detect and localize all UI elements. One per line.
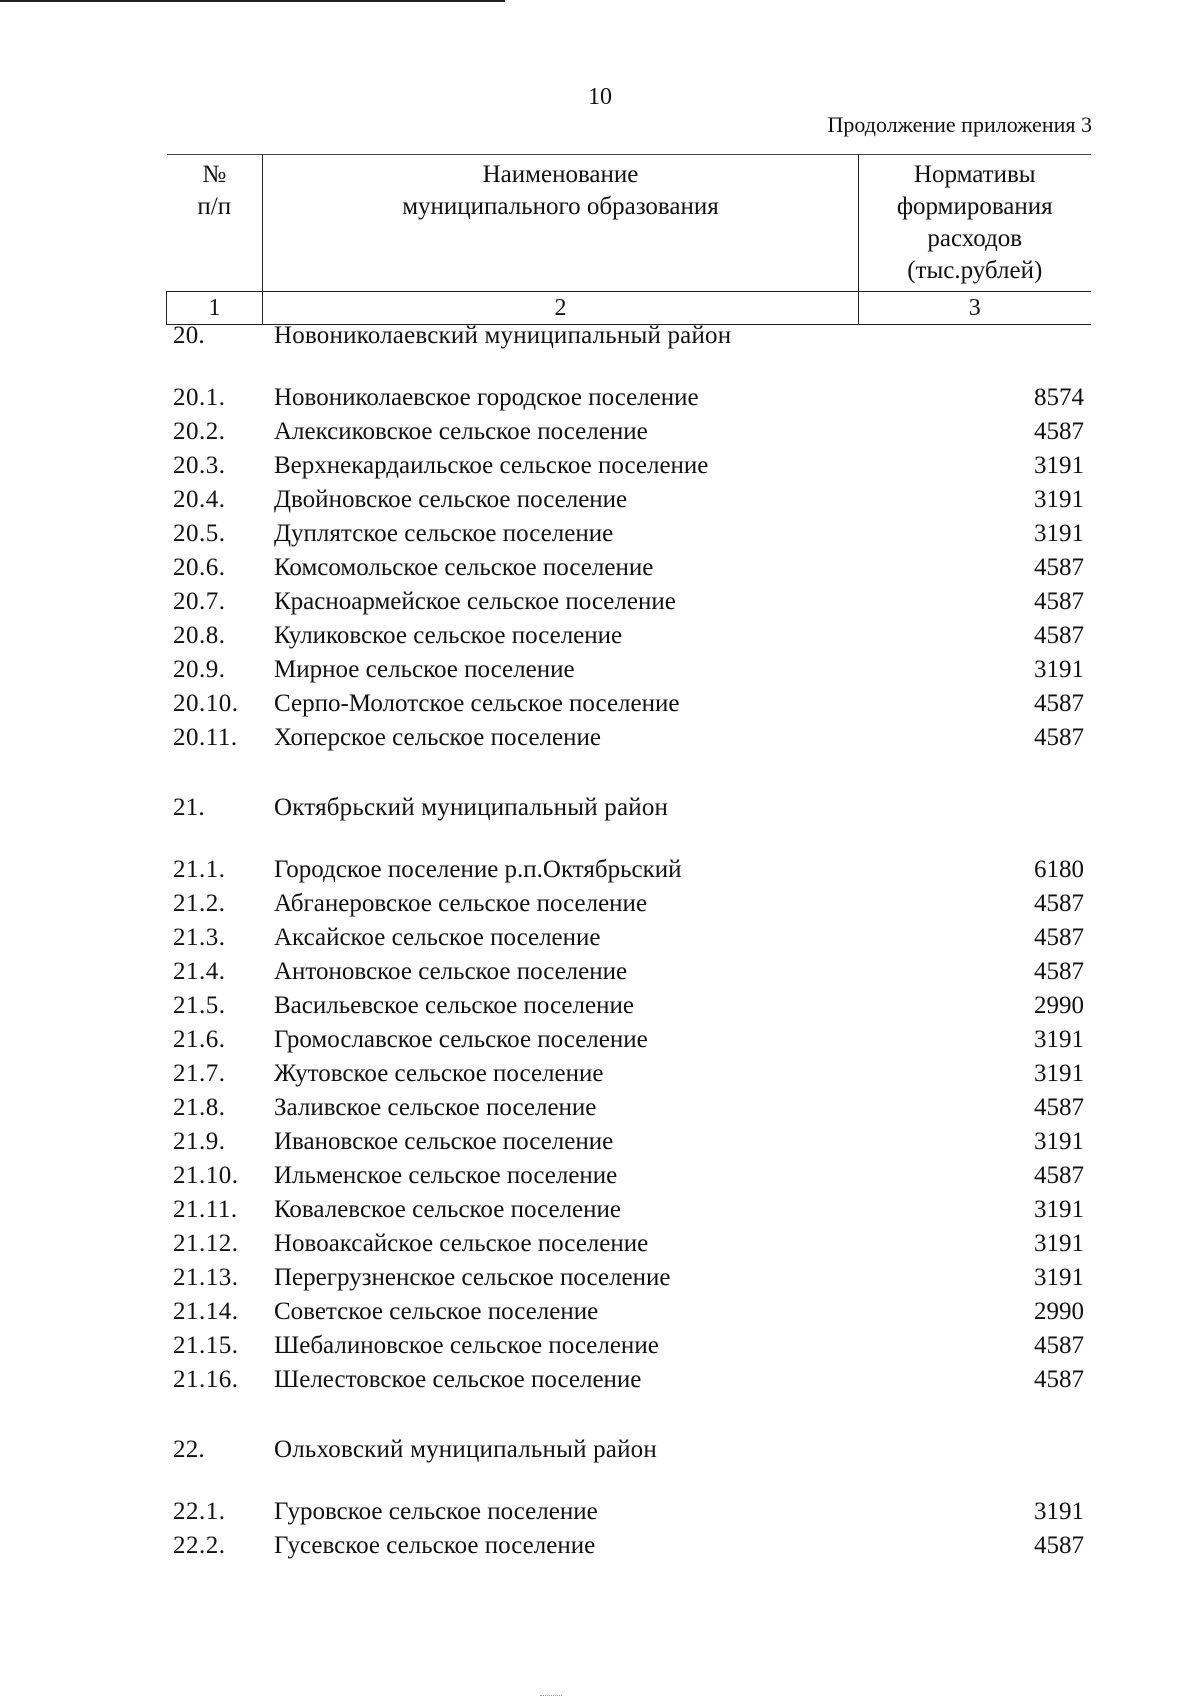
settlement-name: Хоперское сельское поселение	[274, 724, 602, 751]
norm-value: 4587	[1034, 958, 1084, 985]
row-number: 21.10.	[173, 1162, 239, 1189]
row-number: 21.16.	[173, 1366, 239, 1393]
settlement-name: Советское сельское поселение	[274, 1298, 599, 1325]
header-number: № п/п	[167, 155, 263, 292]
table-row	[0, 1091, 1200, 1125]
norm-value: 4587	[1034, 622, 1084, 649]
table-row	[0, 381, 1200, 415]
row-number: 20.7.	[173, 588, 226, 615]
settlement-name: Красноармейское сельское поселение	[274, 588, 676, 615]
table-row	[0, 483, 1200, 517]
settlement-name: Двойновское сельское поселение	[274, 486, 628, 513]
settlement-name: Серпо-Молотское сельское поселение	[274, 690, 680, 717]
row-number: 21.	[173, 794, 205, 821]
settlement-name: Шебалиновское сельское поселение	[274, 1332, 659, 1359]
settlement-name: Верхнекардаильское сельское поселение	[274, 452, 709, 479]
row-number: 20.1.	[173, 384, 226, 411]
table-row	[0, 1329, 1200, 1363]
table-row	[0, 1227, 1200, 1261]
settlement-name: Алексиковское сельское поселение	[274, 418, 648, 445]
norm-value: 4587	[1034, 588, 1084, 615]
row-number: 21.8.	[173, 1094, 226, 1121]
norm-value: 6180	[1034, 856, 1084, 883]
norm-value: 3191	[1034, 1264, 1084, 1291]
row-number: 21.11.	[173, 1196, 238, 1223]
settlement-name: Новониколаевское городское поселение	[274, 384, 699, 411]
section-row	[0, 1433, 1200, 1467]
row-number: 20.9.	[173, 656, 226, 683]
section-row	[0, 319, 1200, 353]
table-row	[0, 1529, 1200, 1563]
table-row	[0, 687, 1200, 721]
settlement-name: Гусевское сельское поселение	[274, 1532, 596, 1559]
settlement-name: Комсомольское сельское поселение	[274, 554, 654, 581]
table-row	[0, 1261, 1200, 1295]
norm-value: 4587	[1034, 890, 1084, 917]
table-row	[0, 585, 1200, 619]
norm-value: 3191	[1034, 1196, 1084, 1223]
table-row	[0, 1295, 1200, 1329]
row-number: 21.9.	[173, 1128, 226, 1155]
settlement-name: Перегрузненское сельское поселение	[274, 1264, 671, 1291]
settlement-name: Мирное сельское поселение	[274, 656, 575, 683]
row-number: 21.7.	[173, 1060, 226, 1087]
appendix-continuation-note: Продолжение приложения 3	[827, 112, 1092, 137]
column-number-2: 2	[263, 292, 859, 325]
norm-value: 2990	[1034, 1298, 1084, 1325]
settlement-name: Ильменское сельское поселение	[274, 1162, 618, 1189]
settlement-name: Гуровское сельское поселение	[274, 1498, 598, 1525]
row-number: 20.11.	[173, 724, 238, 751]
row-number: 22.	[173, 1436, 205, 1463]
settlement-name: Дуплятское сельское поселение	[274, 520, 614, 547]
column-number-3: 3	[859, 292, 1091, 325]
row-number: 20.5.	[173, 520, 226, 547]
table-row	[0, 989, 1200, 1023]
settlement-name: Новоаксайское сельское поселение	[274, 1230, 649, 1257]
district-name: Новониколаевский муниципальный район	[274, 322, 732, 349]
header-row	[167, 155, 1091, 292]
settlement-name: Антоновское сельское поселение	[274, 958, 628, 985]
norm-value: 2990	[1034, 992, 1084, 1019]
table-row	[0, 1495, 1200, 1529]
settlement-name: Громославское сельское поселение	[274, 1026, 648, 1053]
table-row	[0, 721, 1200, 755]
norm-value: 3191	[1034, 1026, 1084, 1053]
norm-value: 4587	[1034, 924, 1084, 951]
row-number: 22.2.	[173, 1532, 226, 1559]
table-row	[0, 887, 1200, 921]
norm-value: 4587	[1034, 554, 1084, 581]
footer-mark	[540, 1695, 562, 1700]
row-number: 21.1.	[173, 856, 226, 883]
header-name: Наименование муниципального образования	[263, 155, 859, 292]
row-number: 21.4.	[173, 958, 226, 985]
row-number: 20.10.	[173, 690, 239, 717]
settlement-name: Ковалевское сельское поселение	[274, 1196, 621, 1223]
table-row	[0, 517, 1200, 551]
table-row	[0, 921, 1200, 955]
norm-value: 3191	[1034, 1230, 1084, 1257]
settlement-name: Ивановское сельское поселение	[274, 1128, 614, 1155]
table-row	[0, 551, 1200, 585]
row-number: 21.12.	[173, 1230, 239, 1257]
row-number: 20.	[173, 322, 205, 349]
table-row	[0, 619, 1200, 653]
row-number: 21.2.	[173, 890, 226, 917]
norm-value: 4587	[1034, 1366, 1084, 1393]
norm-value: 4587	[1034, 724, 1084, 751]
settlement-name: Шелестовское сельское поселение	[274, 1366, 642, 1393]
scan-edge-line	[0, 0, 505, 2]
norm-value: 4587	[1034, 418, 1084, 445]
table-row	[0, 1159, 1200, 1193]
row-number: 21.15.	[173, 1332, 239, 1359]
table-row	[0, 1363, 1200, 1397]
settlement-name: Жутовское сельское поселение	[274, 1060, 604, 1087]
norm-value: 4587	[1034, 1094, 1084, 1121]
row-number: 21.14.	[173, 1298, 239, 1325]
row-number: 22.1.	[173, 1498, 226, 1525]
table-row	[0, 1057, 1200, 1091]
row-number: 20.4.	[173, 486, 226, 513]
norm-value: 4587	[1034, 1162, 1084, 1189]
table-row	[0, 415, 1200, 449]
norm-value: 4587	[1034, 1532, 1084, 1559]
settlement-name: Васильевское сельское поселение	[274, 992, 634, 1019]
table-row	[0, 1193, 1200, 1227]
row-number: 21.5.	[173, 992, 226, 1019]
norm-value: 4587	[1034, 1332, 1084, 1359]
table-row	[0, 853, 1200, 887]
row-number: 20.2.	[173, 418, 226, 445]
norm-value: 3191	[1034, 452, 1084, 479]
norm-value: 8574	[1034, 384, 1084, 411]
norm-value: 4587	[1034, 690, 1084, 717]
settlement-name: Заливское сельское поселение	[274, 1094, 597, 1121]
header-norms: Нормативы формирования расходов (тыс.рублей)	[859, 155, 1091, 292]
row-number: 20.8.	[173, 622, 226, 649]
row-number: 20.6.	[173, 554, 226, 581]
table-header	[166, 154, 1091, 325]
district-name: Ольховский муниципальный район	[274, 1436, 657, 1463]
settlement-name: Городское поселение р.п.Октябрьский	[274, 856, 682, 883]
district-name: Октябрьский муниципальный район	[274, 794, 669, 821]
row-number: 21.3.	[173, 924, 226, 951]
row-number: 21.6.	[173, 1026, 226, 1053]
norm-value: 3191	[1034, 486, 1084, 513]
page-number: 10	[588, 84, 612, 110]
norm-value: 3191	[1034, 1060, 1084, 1087]
section-row	[0, 791, 1200, 825]
norm-value: 3191	[1034, 1128, 1084, 1155]
settlement-name: Абганеровское сельское поселение	[274, 890, 648, 917]
row-number: 21.13.	[173, 1264, 239, 1291]
norm-value: 3191	[1034, 656, 1084, 683]
table-row	[0, 1023, 1200, 1057]
column-number-1: 1	[167, 292, 263, 325]
row-number: 20.3.	[173, 452, 226, 479]
table-row	[0, 955, 1200, 989]
settlement-name: Куликовское сельское поселение	[274, 622, 623, 649]
settlement-name: Аксайское сельское поселение	[274, 924, 601, 951]
table-row	[0, 449, 1200, 483]
table-row	[0, 653, 1200, 687]
norm-value: 3191	[1034, 1498, 1084, 1525]
norm-value: 3191	[1034, 520, 1084, 547]
table-row	[0, 1125, 1200, 1159]
